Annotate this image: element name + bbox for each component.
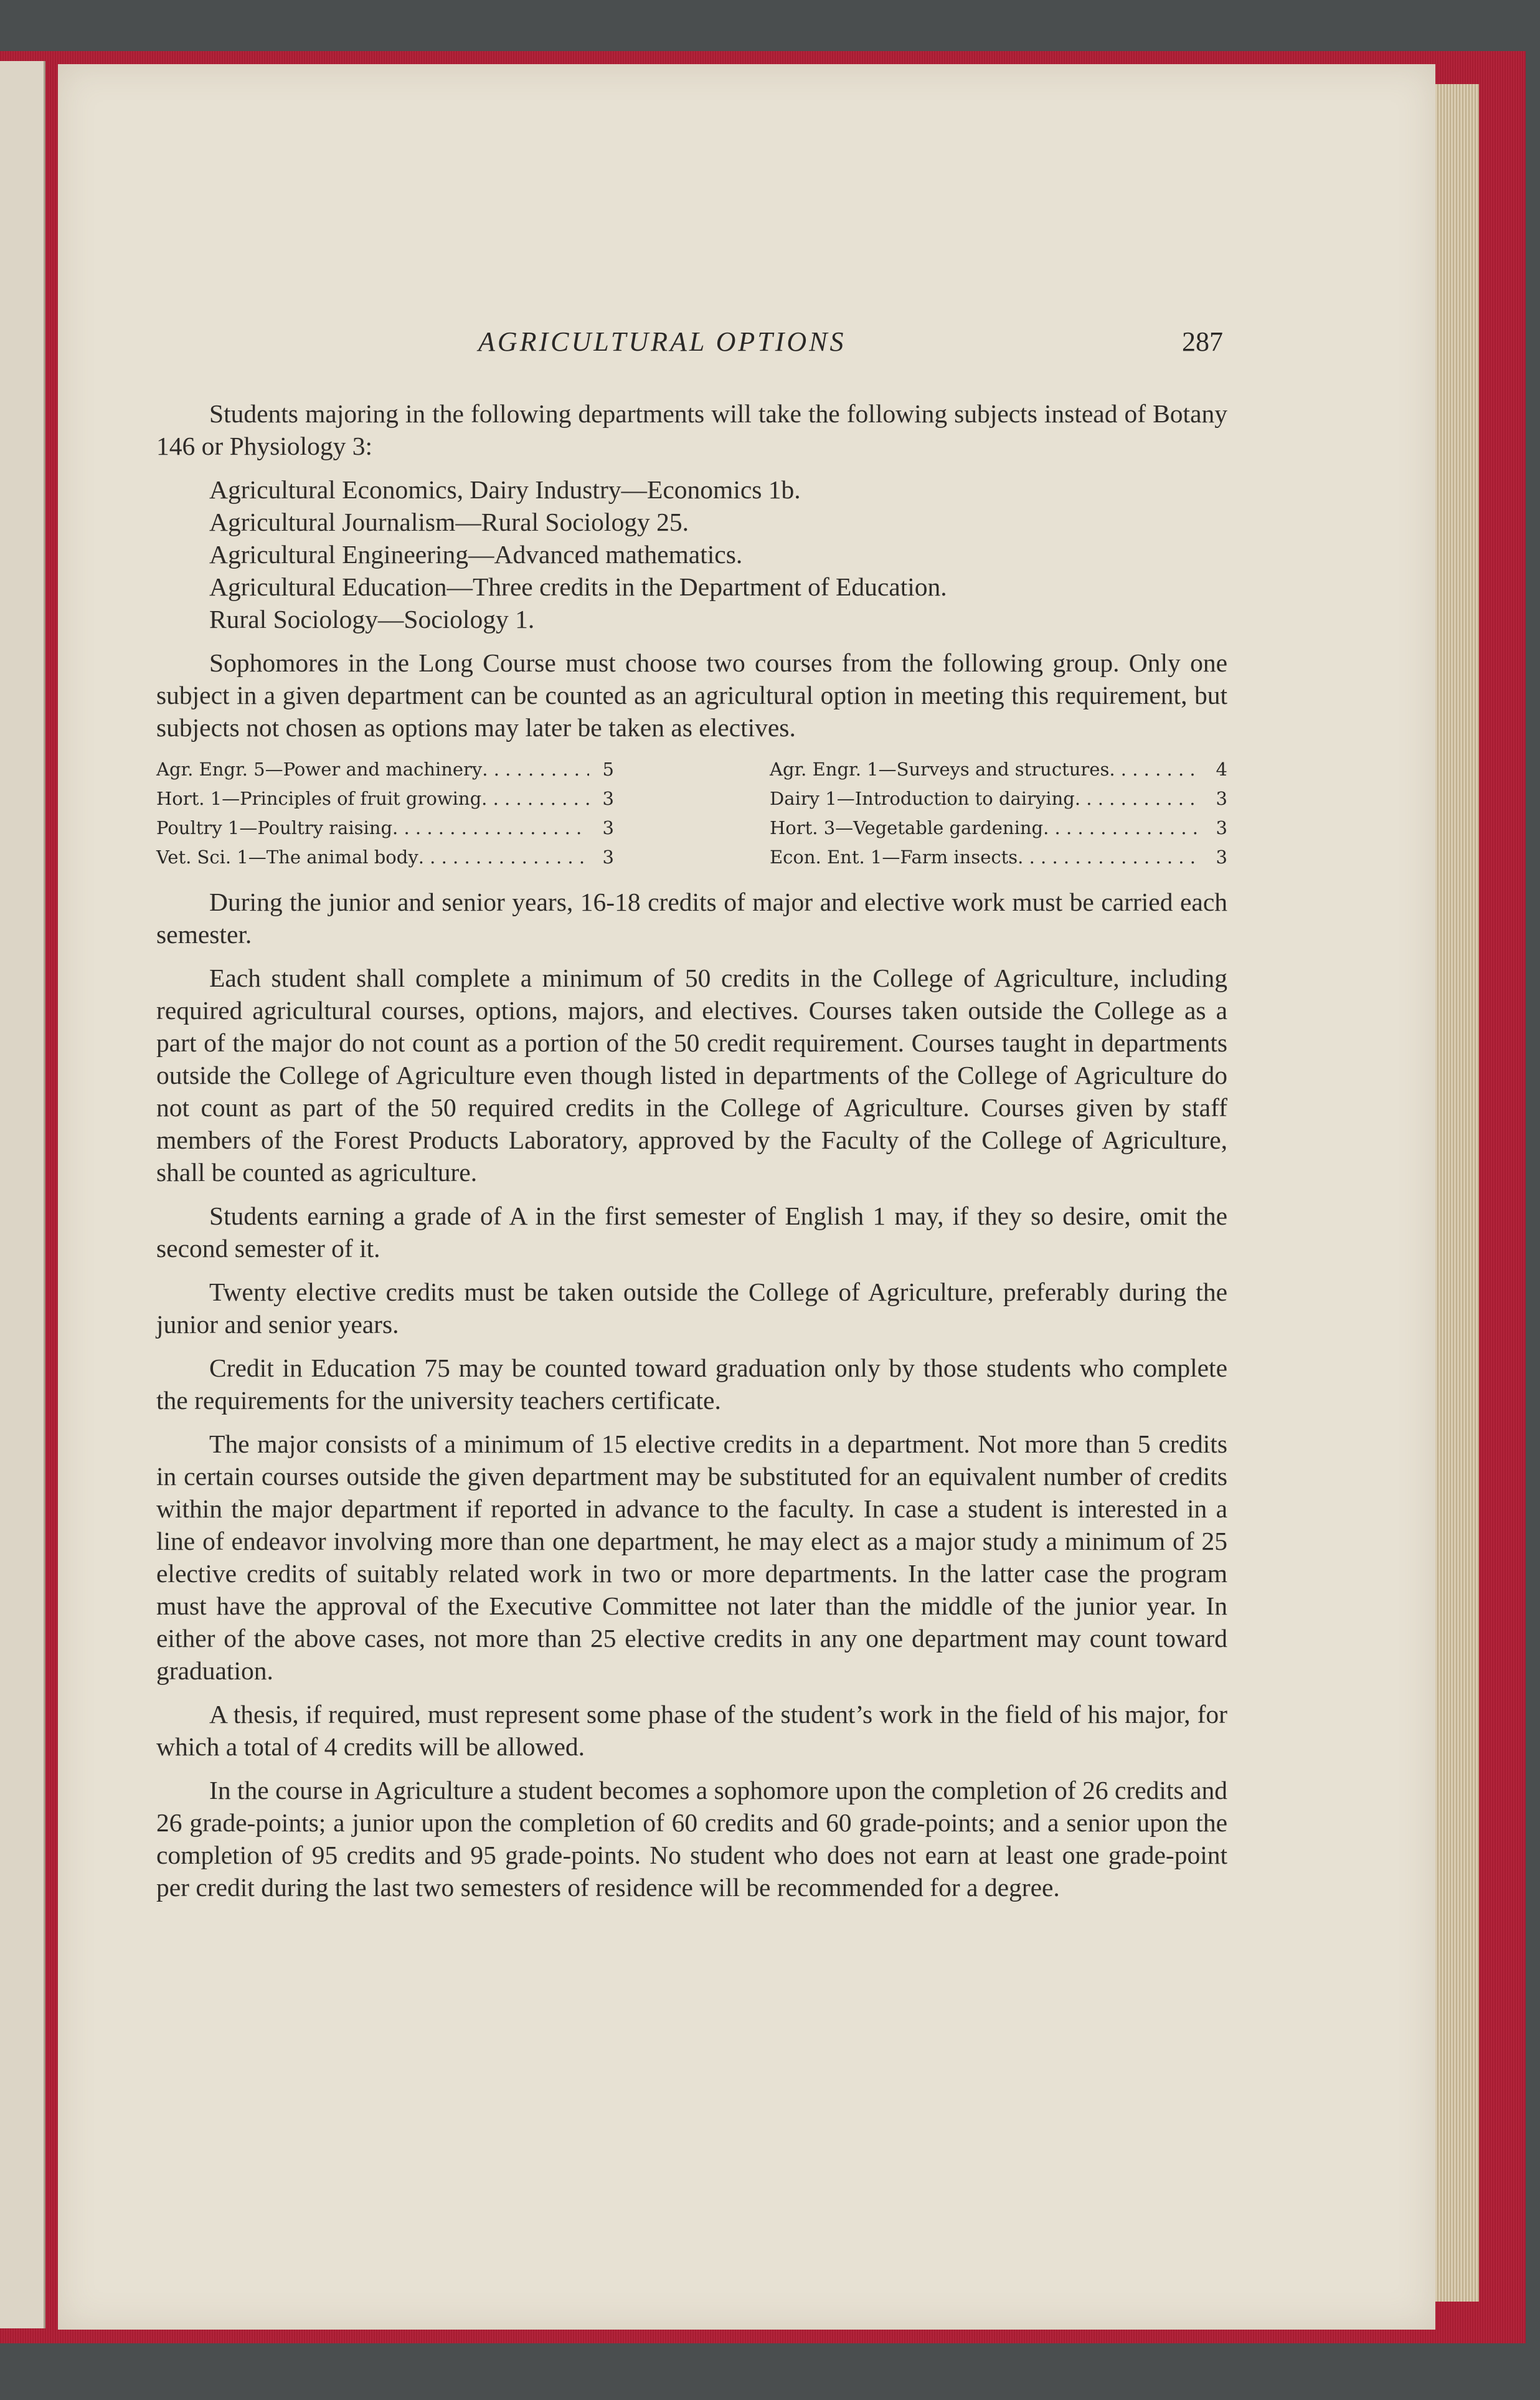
- course-name: Hort. 1—Principles of fruit growing: [156, 788, 482, 809]
- table-row: [156, 784, 614, 813]
- list-item: Agricultural Economics, Dairy Industry—Economics 1b.: [209, 475, 801, 504]
- list-item: Agricultural Education—Three credits in the Department of Education.: [209, 572, 947, 601]
- page-number: 287: [1182, 326, 1223, 357]
- substitution-list: [156, 473, 1227, 635]
- table-row: [770, 784, 1227, 813]
- paragraph-credits-per-semester: During the junior and senior years, 16-18 credits of major and elective work must be carried each semester.: [156, 888, 1227, 949]
- course-credits: 3: [602, 847, 614, 868]
- page-body: [156, 397, 1227, 1915]
- course-name: Vet. Sci. 1—The animal body: [156, 847, 418, 868]
- course-credits: 3: [1216, 817, 1227, 838]
- course-name: Poultry 1—Poultry raising: [156, 817, 393, 838]
- running-title: AGRICULTURAL OPTIONS: [478, 326, 846, 357]
- previous-page-edge: [0, 61, 45, 2328]
- table-row: [156, 755, 614, 784]
- course-credits: 4: [1216, 759, 1227, 780]
- intro-paragraph: Students majoring in the following departments will take the following subjects instead of Botany 146 or Physiology 3:: [156, 399, 1227, 460]
- table-row: [156, 843, 614, 872]
- running-head: [58, 326, 1435, 363]
- table-row: [770, 813, 1227, 843]
- list-item: Agricultural Journalism—Rural Sociology 25.: [209, 508, 689, 536]
- table-row: [770, 843, 1227, 872]
- paragraph-class-standing: In the course in Agriculture a student becomes a sophomore upon the completion of 26 credits and 26 grade-points; a junior upon the completion of 60 credits and 60 grade-points; and a senior upon the completion of 95 credits and 95 grade-points. No student who does not earn at least one grade-point per credit during the last two semesters of residence will be recommended for a degree.: [156, 1776, 1227, 1902]
- course-credits: 3: [1216, 847, 1227, 868]
- option-column-right: [770, 755, 1227, 872]
- course-name: Agr. Engr. 1—Surveys and structures: [770, 759, 1110, 780]
- sophomore-paragraph: Sophomores in the Long Course must choose two courses from the following group. Only one subject in a given department can be counted as an agricultural option in meeting this requirement, but subjects not chosen as options may later be taken as electives.: [156, 648, 1227, 742]
- course-name: Hort. 3—Vegetable gardening: [770, 817, 1044, 838]
- course-name: Econ. Ent. 1—Farm insects: [770, 847, 1018, 868]
- list-item: Agricultural Engineering—Advanced mathematics.: [209, 540, 743, 569]
- course-credits: 5: [602, 759, 614, 780]
- paragraph-english: Students earning a grade of A in the first semester of English 1 may, if they so desire, omit the second semester of it.: [156, 1202, 1227, 1263]
- table-row: [156, 813, 614, 843]
- option-courses-table: [156, 755, 1227, 872]
- course-name: Agr. Engr. 5—Power and machinery: [156, 759, 483, 780]
- course-credits: 3: [602, 788, 614, 809]
- list-item: Rural Sociology—Sociology 1.: [209, 605, 535, 633]
- course-name: Dairy 1—Introduction to dairying: [770, 788, 1075, 809]
- paragraph-thesis: A thesis, if required, must represent some phase of the student’s work in the field of his major, for which a total of 4 credits will be allowed.: [156, 1700, 1227, 1761]
- course-credits: 3: [1216, 788, 1227, 809]
- paragraph-education-credit: Credit in Education 75 may be counted toward graduation only by those students who complete the requirements for the university teachers certificate.: [156, 1354, 1227, 1415]
- paragraph-electives-outside: Twenty elective credits must be taken outside the College of Agriculture, preferably during the junior and senior years.: [156, 1278, 1227, 1339]
- paragraph-major: The major consists of a minimum of 15 elective credits in a department. Not more than 5 credits in certain courses outside the given department may be substituted for an equivalent number of credits within the major department if reported in advance to the faculty. In case a student is interested in a line of endeavor involving more than one department, he may elect as a major study a minimum of 25 elective credits of suitably related work in two or more departments. In the latter case the program must have the approval of the Executive Committee not later than the middle of the junior year. In either of the above cases, not more than 25 elective credits in any one department may count toward graduation.: [156, 1430, 1227, 1685]
- course-credits: 3: [602, 817, 614, 838]
- table-row: [770, 755, 1227, 784]
- paragraph-college-credits: Each student shall complete a minimum of 50 credits in the College of Agriculture, including required agricultural courses, options, majors, and electives. Courses taken outside the College as a part of the major do not count as a portion of the 50 credit requirement. Courses taught in departments outside the College of Agriculture even though listed in departments of the College of Agriculture do not count as part of the 50 required credits in the College of Agriculture. Courses given by staff members of the Forest Products Laboratory, approved by the Faculty of the College of Agriculture, shall be counted as agriculture.: [156, 964, 1227, 1187]
- option-column-left: [156, 755, 614, 872]
- book-page: [58, 64, 1435, 2330]
